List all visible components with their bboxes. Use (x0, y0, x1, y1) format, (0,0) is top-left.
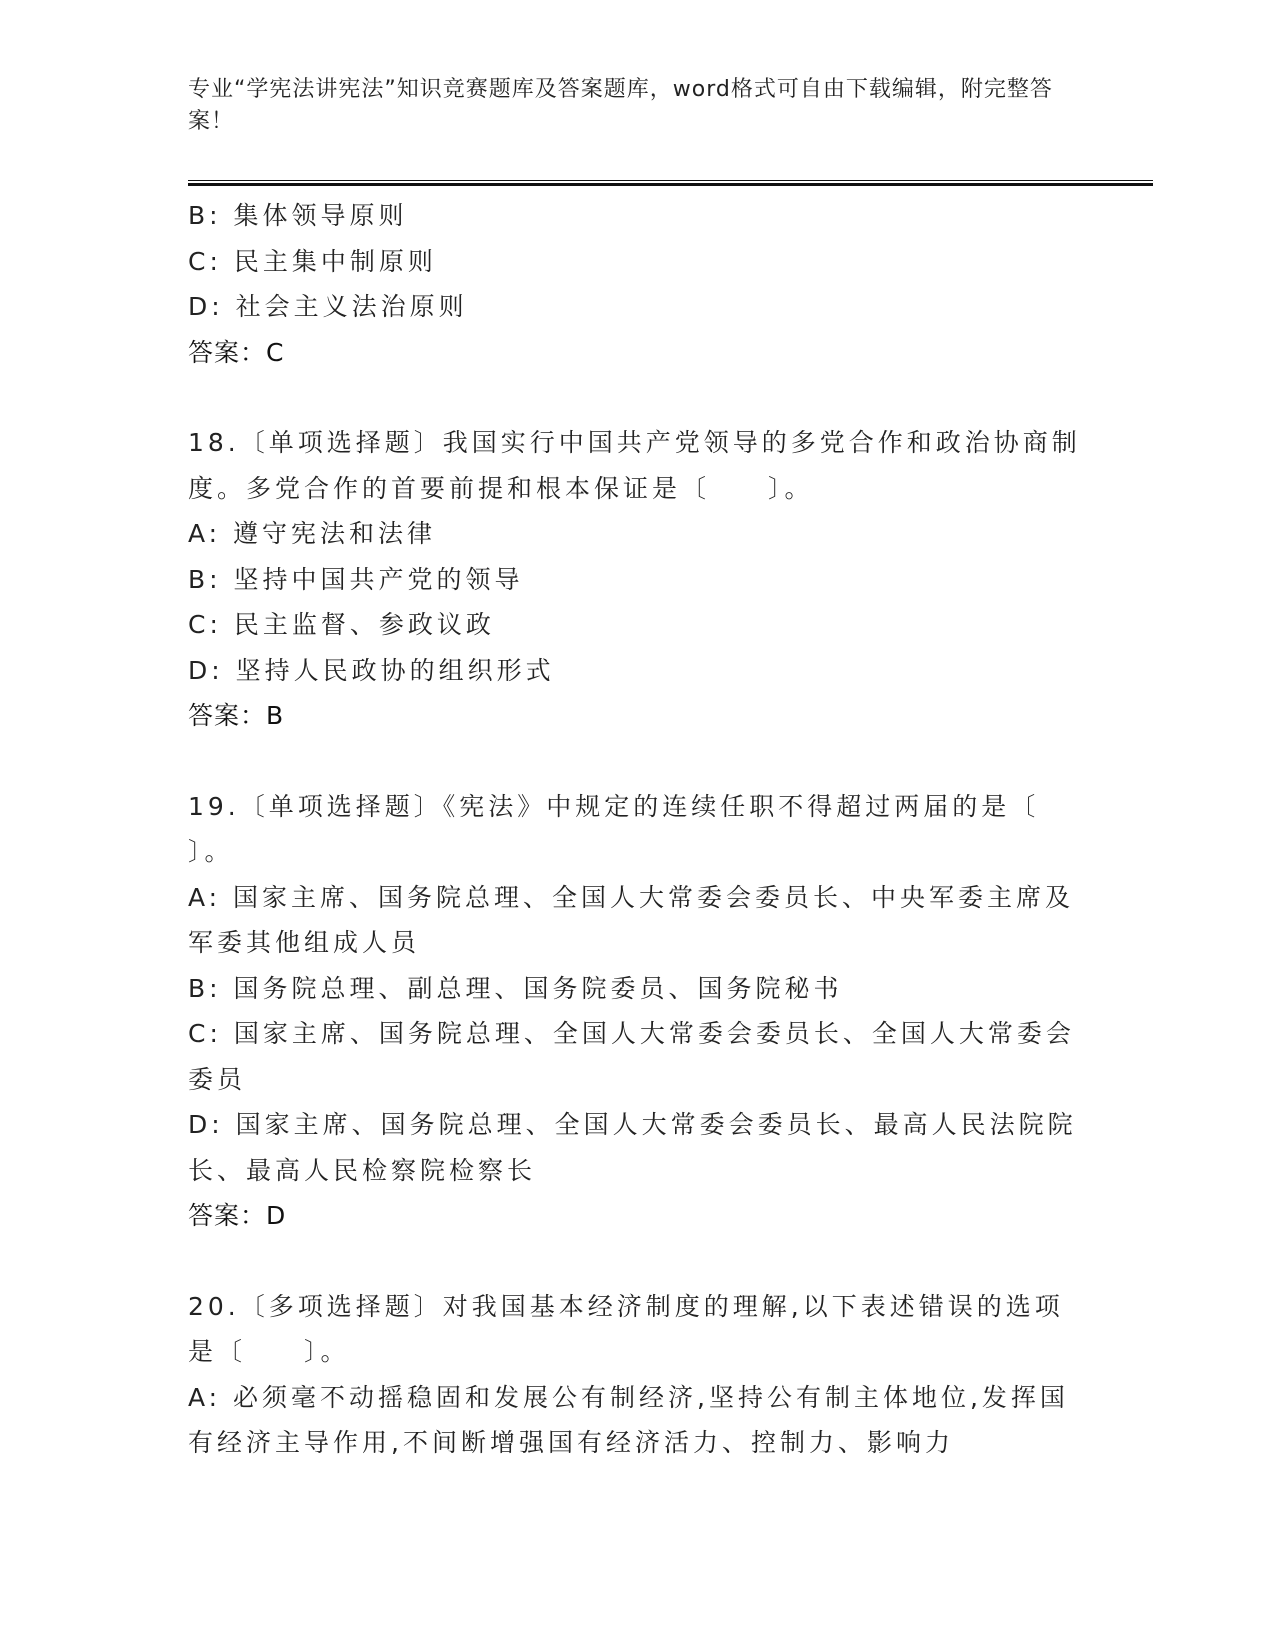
q20-option-a-line-1: A: 必须毫不动摇稳固和发展公有制经济,坚持公有制主体地位,发挥国 (188, 1382, 1069, 1412)
spacer (188, 375, 1088, 420)
q17-option-b: B: 集体领导原则 (188, 201, 408, 230)
q18-option-c: C: 民主监督、参政议政 (188, 610, 495, 639)
question-list (188, 193, 1088, 1466)
q19-option-a-line-2: 军委其他组成人员 (188, 928, 421, 957)
q19-answer: 答案：D (188, 1201, 287, 1230)
header-divider-thick (188, 183, 1153, 186)
q17-option-d: D: 社会主义法治原则 (188, 292, 468, 321)
q18-answer: 答案：B (188, 701, 285, 730)
q19-stem-line-1: 19.〔单项选择题〕《宪法》中规定的连续任职不得超过两届的是〔 (188, 791, 1040, 821)
q19-option-c-line-1: C: 国家主席、国务院总理、全国人大常委会委员长、全国人大常委会 (188, 1019, 1075, 1048)
q18-option-d: D: 坚持人民政协的组织形式 (188, 655, 555, 685)
q19-option-c-line-2: 委员 (188, 1064, 247, 1094)
q19-option-b: B: 国务院总理、副总理、国务院委员、国务院秘书 (188, 973, 843, 1003)
q20-stem-line-1: 20.〔多项选择题〕对我国基本经济制度的理解,以下表述错误的选项 (188, 1291, 1064, 1321)
q17-option-c: C: 民主集中制原则 (188, 246, 437, 276)
q19-option-d-line-1: D: 国家主席、国务院总理、全国人大常委会委员长、最高人民法院院 (188, 1110, 1077, 1139)
question-20 (188, 1284, 1088, 1466)
question-19 (188, 784, 1088, 1239)
q19-option-d-line-2: 长、最高人民检察院检察长 (188, 1155, 537, 1185)
q17-answer: 答案：C (188, 337, 285, 367)
q18-stem-line-1: 18.〔单项选择题〕我国实行中国共产党领导的多党合作和政治协商制 (188, 428, 1081, 457)
q19-stem-line-2: 〕。 (188, 837, 234, 866)
q20-option-a-line-2: 有经济主导作用,不间断增强国有经济活力、控制力、影响力 (188, 1428, 954, 1457)
spacer (188, 739, 1088, 784)
q20-stem-line-2: 是〔 〕。 (188, 1337, 350, 1366)
q18-stem-line-2: 度。多党合作的首要前提和根本保证是〔 〕。 (188, 473, 814, 503)
page-header-title: 专业“学宪法讲宪法”知识竞赛题库及答案题库，word格式可自由下载编辑，附完整答案！ (188, 77, 1053, 134)
q18-option-b: B: 坚持中国共产党的领导 (188, 564, 524, 594)
header-divider-thin (188, 180, 1153, 181)
q18-option-a: A: 遵守宪法和法律 (188, 519, 437, 548)
q19-option-a-line-1: A: 国家主席、国务院总理、全国人大常委会委员长、中央军委主席及 (188, 882, 1075, 912)
question-18 (188, 420, 1088, 739)
spacer (188, 1239, 1088, 1284)
question-17-tail (188, 193, 1088, 375)
